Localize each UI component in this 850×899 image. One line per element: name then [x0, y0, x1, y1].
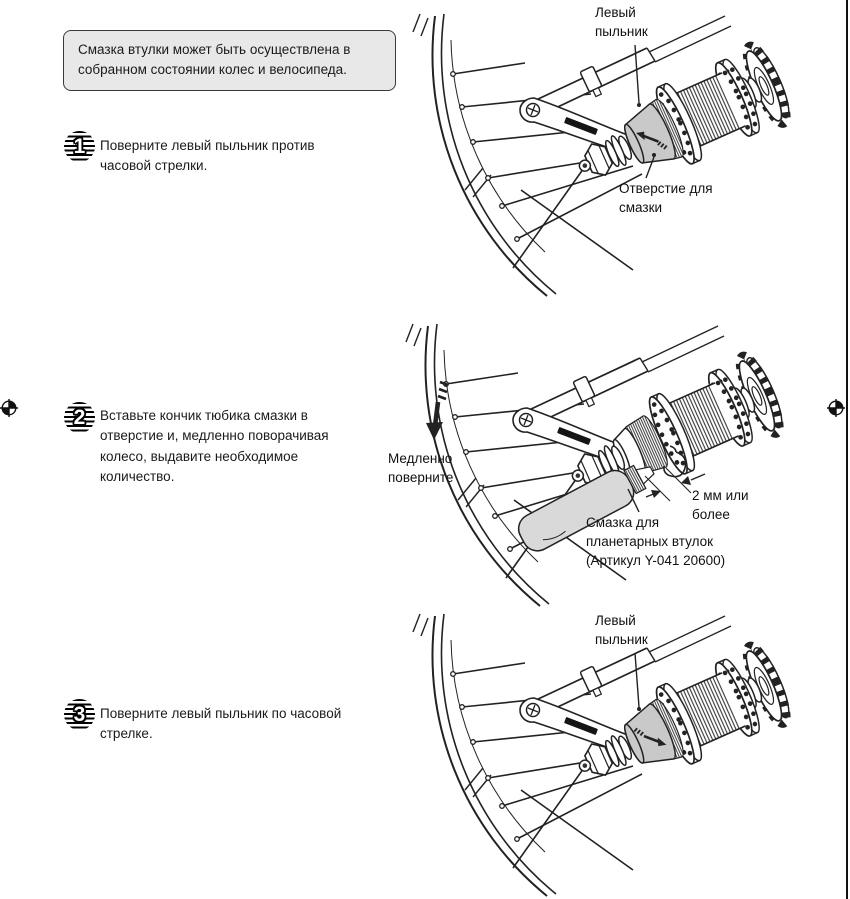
label-grease-hole: Отверстие для смазки [619, 181, 713, 215]
label-grease-tube: Смазка для планетарных втулок (Артикул Y-041 20600) [586, 515, 726, 568]
step-1-badge [64, 131, 95, 162]
note-box [63, 30, 396, 91]
step-2-number: 2 [73, 406, 86, 429]
label-turn-slowly: Медленно поверните [388, 451, 454, 485]
step-2-text: Вставьте кончик тюбика смазки в отверстие и, медленно поворачивая колесо, выдавите необходимое количество. [100, 408, 329, 484]
label-left-dust-cap: Левый пыльник [595, 613, 648, 647]
step-1-text: Поверните левый пыльник против часовой стрелки. [100, 138, 315, 174]
step-3-badge [64, 699, 95, 730]
registration-mark-left [0, 399, 18, 417]
label-gap-2mm: 2 мм или более [692, 488, 749, 522]
step-1-number: 1 [73, 135, 86, 158]
hub-illustration-step1 [395, 0, 850, 300]
step-3-text: Поверните левый пыльник по часовой стрелке. [100, 706, 342, 742]
step-3-figure [395, 600, 850, 899]
step-2-badge [64, 402, 95, 433]
note-text: Смазка втулки может быть осуществлена в собранном состоянии колес и велосипеда. [78, 42, 351, 78]
step-3-number: 3 [73, 703, 86, 726]
label-left-dust-cap: Левый пыльник [595, 5, 648, 39]
step-2-figure [388, 310, 843, 610]
step-1-figure [395, 0, 850, 300]
